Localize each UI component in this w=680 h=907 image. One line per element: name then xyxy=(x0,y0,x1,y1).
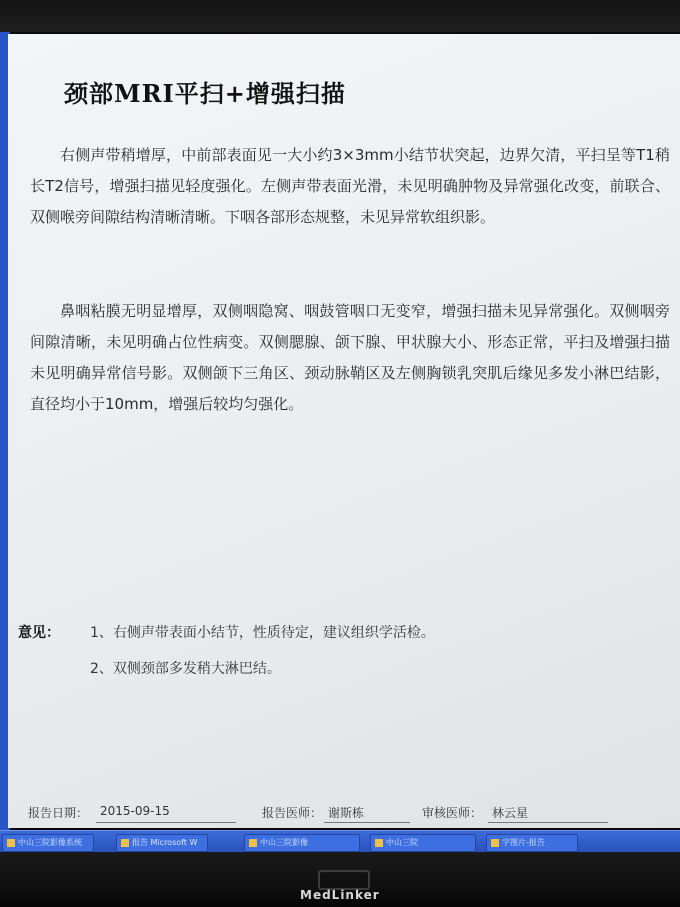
window-icon xyxy=(7,839,15,847)
opinion-item-2: 2、双侧颈部多发稍大淋巴结。 xyxy=(90,661,281,677)
report-footer xyxy=(22,804,672,826)
window-icon xyxy=(375,839,383,847)
monitor-bezel-top xyxy=(0,0,680,32)
reviewer-label: 审核医师： xyxy=(422,806,483,820)
reviewer-value: 林云星 xyxy=(492,806,529,820)
report-doctor-value: 谢斯栋 xyxy=(328,806,365,820)
report-date-value: 2015-09-15 xyxy=(100,804,170,818)
window-icon xyxy=(249,839,257,847)
taskbar-item[interactable]: 报告 Microsoft W xyxy=(116,834,208,852)
dell-logo xyxy=(318,870,370,890)
taskbar xyxy=(0,830,680,853)
report-paragraph-2: 鼻咽粘膜无明显增厚，双侧咽隐窝、咽鼓管咽口无变窄，增强扫描未见异常强化。双侧咽旁间隙清晰，未见明确占位性病变。双侧腮腺、颌下腺、甲状腺大小、形态正常，平扫及增强扫描未见明确异常信号影。双侧颌下三角区、颈动脉鞘区及左侧胸锁乳突肌后缘见多发小淋巴结影，直径均小于10mm，增强后较均匀强化。 xyxy=(30,302,670,413)
opinion-label: 意见： xyxy=(18,625,60,641)
report-title: 颈部MRI平扫+增强扫描 xyxy=(64,79,346,108)
report-date-label: 报告日期： xyxy=(28,806,89,820)
taskbar-item[interactable]: 字图片-报告 xyxy=(486,834,578,852)
date-underline xyxy=(96,822,236,823)
monitor-bezel-bottom xyxy=(0,852,680,907)
taskbar-item[interactable]: 中山三院影像 xyxy=(244,834,360,852)
doctor-underline xyxy=(324,822,410,823)
image-icon xyxy=(491,839,499,847)
opinion-item-1: 1、右侧声带表面小结节，性质待定，建议组织学活检。 xyxy=(90,625,435,641)
report-doctor-label: 报告医师： xyxy=(262,806,323,820)
report-paragraph-1: 右侧声带稍增厚，中前部表面见一大小约3×3mm小结节状突起，边界欠清，平扫呈等T1稍长T2信号，增强扫描见轻度强化。左侧声带表面光滑，未见明确肿物及异常强化改变，前联合、双侧喉旁间隙结构清晰清晰。下咽各部形态规整，未见异常软组织影。 xyxy=(30,146,670,226)
word-icon xyxy=(121,839,129,847)
taskbar-item[interactable]: 中山三院影像系统 xyxy=(2,834,94,852)
reviewer-underline xyxy=(488,822,608,823)
taskbar-item[interactable]: 中山三院 xyxy=(370,834,476,852)
report-document xyxy=(8,34,680,828)
brand-watermark: MedLinker xyxy=(300,888,380,902)
